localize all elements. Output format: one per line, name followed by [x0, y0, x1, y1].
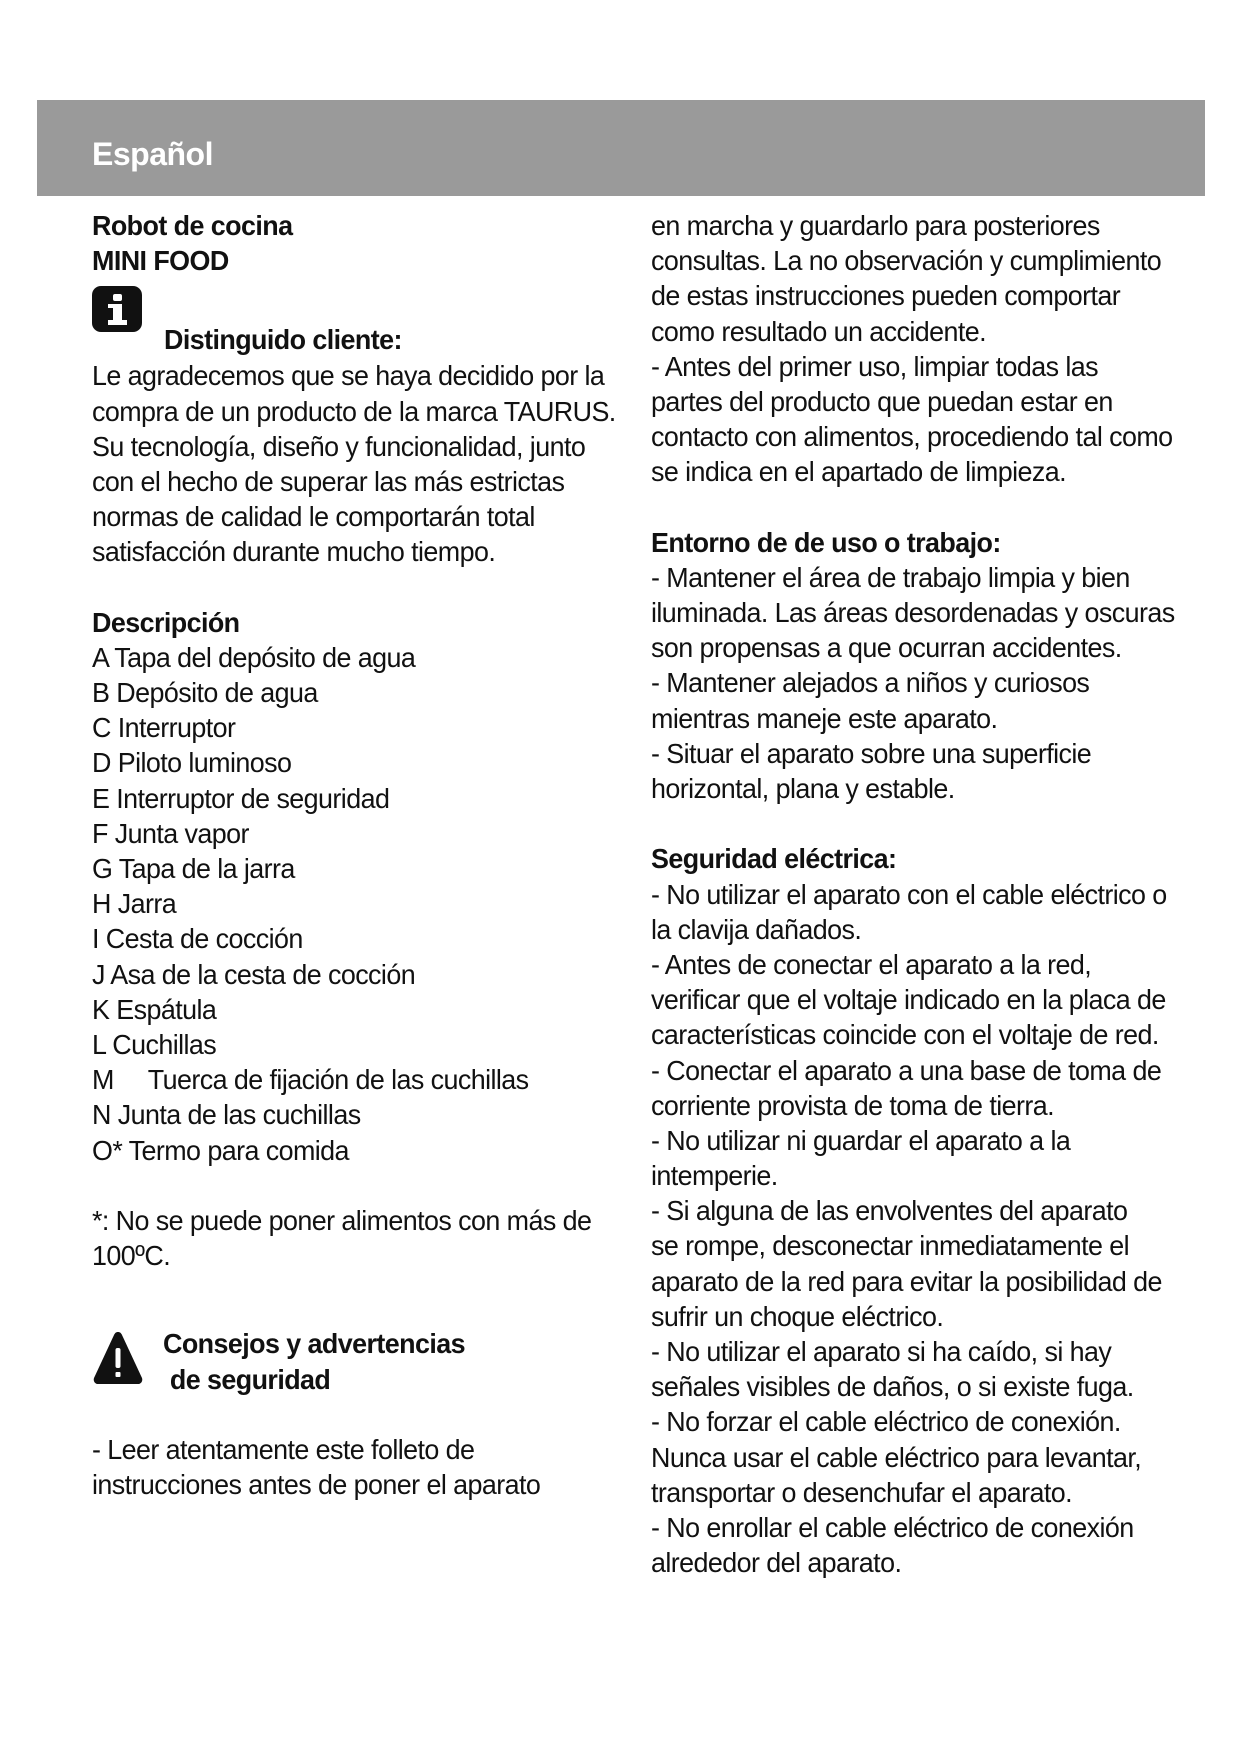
description-item: C Interruptor	[92, 712, 236, 744]
paragraph-line: normas de calidad le comportarán total	[92, 501, 535, 533]
paragraph-line: intemperie.	[651, 1160, 778, 1192]
paragraph-line: - Si alguna de las envolventes del aparato	[651, 1195, 1128, 1227]
paragraph-line: mientras maneje este aparato.	[651, 702, 998, 734]
paragraph-line: se rompe, desconectar inmediatamente el	[651, 1230, 1130, 1262]
description-item: O* Termo para comida	[92, 1134, 349, 1166]
paragraph-line: - Mantener el área de trabajo limpia y bien	[651, 561, 1130, 593]
description-item: H Jarra	[92, 888, 177, 920]
language-title: Español	[92, 136, 213, 172]
temperature-note	[92, 1203, 612, 1273]
paragraph-line: señales visibles de daños, o si existe fuga.	[651, 1371, 1134, 1403]
paragraph-line: transportar o desenchufar el aparato.	[651, 1476, 1072, 1508]
greeting-heading	[92, 286, 612, 358]
paragraph-line: compra de un producto de la marca TAURUS.	[92, 395, 616, 427]
paragraph-line: - Antes del primer uso, limpiar todas las	[651, 350, 1098, 382]
paragraph-line: - No utilizar ni guardar el aparato a la	[651, 1124, 1071, 1156]
safety-title-line: Consejos y advertencias	[163, 1328, 465, 1360]
description-item: M Tuerca de fijación de las cuchillas	[92, 1064, 529, 1096]
paragraph-line: como resultado un accidente.	[651, 315, 987, 347]
paragraph-line: de estas instrucciones pueden comportar	[651, 280, 1121, 312]
paragraph-line: alrededor del aparato.	[651, 1547, 902, 1579]
safety-heading	[92, 1326, 612, 1396]
paragraph-line: - Conectar el aparato a una base de toma de	[651, 1054, 1162, 1086]
paragraph-line: consultas. La no observación y cumplimiento	[651, 245, 1162, 277]
paragraph-line: partes del producto que puedan estar en	[651, 385, 1113, 417]
language-header-bar	[37, 100, 1205, 196]
product-title: Robot de cocina	[92, 210, 293, 241]
paragraph-line: aparato de la red para evitar la posibilidad de	[651, 1265, 1162, 1297]
paragraph-line: iluminada. Las áreas desordenadas y oscuras	[651, 597, 1175, 629]
paragraph-line: satisfacción durante mucho tiempo.	[92, 536, 496, 568]
paragraph-line: características coincide con el voltaje de red.	[651, 1019, 1159, 1051]
paragraph-line: - No enrollar el cable eléctrico de conexión	[651, 1511, 1134, 1543]
description-item: B Depósito de agua	[92, 677, 318, 709]
description-item: I Cesta de cocción	[92, 923, 303, 955]
warning-icon	[92, 1330, 144, 1386]
environment-paragraph	[651, 560, 1196, 806]
product-model: MINI FOOD	[92, 245, 229, 277]
paragraph-line: corriente provista de toma de tierra.	[651, 1089, 1055, 1121]
paragraph-line: - Antes de conectar el aparato a la red,	[651, 948, 1092, 980]
safety-intro	[92, 1432, 612, 1502]
greeting-paragraph	[92, 358, 616, 569]
electrical-title: Seguridad eléctrica:	[651, 843, 897, 875]
paragraph-line: - No utilizar el aparato si ha caído, si hay	[651, 1336, 1112, 1367]
paragraph-line: horizontal, plana y estable.	[651, 773, 955, 804]
environment-title: Entorno de de uso o trabajo:	[651, 526, 1001, 558]
description-list	[92, 640, 612, 1168]
greeting-title: Distinguido cliente:	[164, 324, 402, 356]
note-line: 100ºC.	[92, 1240, 171, 1272]
paragraph-line: instrucciones antes de poner el aparato	[92, 1469, 541, 1501]
paragraph-line: Su tecnología, diseño y funcionalidad, junto	[92, 430, 586, 462]
left-column	[92, 208, 616, 1502]
paragraph-line: Le agradecemos que se haya decidido por la	[92, 360, 605, 392]
info-icon	[92, 286, 142, 332]
note-line: *: No se puede poner alimentos con más de	[92, 1204, 592, 1236]
paragraph-line: son propensas a que ocurran accidentes.	[651, 632, 1122, 664]
description-item: E Interruptor de seguridad	[92, 782, 390, 814]
description-item: D Piloto luminoso	[92, 747, 292, 779]
description-item: G Tapa de la jarra	[92, 853, 295, 884]
paragraph-line: - No utilizar el aparato con el cable eléctrico o	[651, 878, 1167, 910]
description-item: A Tapa del depósito de agua	[92, 641, 416, 673]
paragraph-line: con el hecho de superar las más estrictas	[92, 465, 565, 497]
paragraph-line: en marcha y guardarlo para posteriores	[651, 210, 1100, 241]
paragraph-line: - Situar el aparato sobre una superficie	[651, 737, 1092, 769]
description-title: Descripción	[92, 606, 240, 638]
paragraph-line: verificar que el voltaje indicado en la placa de	[651, 984, 1166, 1016]
description-item: K Espátula	[92, 993, 217, 1025]
safety-title-line: de seguridad	[163, 1363, 331, 1395]
intro-continued	[651, 208, 1196, 490]
paragraph-line: la clavija dañados.	[651, 913, 862, 945]
paragraph-line: - Mantener alejados a niños y curiosos	[651, 667, 1090, 699]
description-item: J Asa de la cesta de cocción	[92, 958, 416, 990]
paragraph-line: contacto con alimentos, procediendo tal como	[651, 421, 1173, 453]
paragraph-line: sufrir un choque eléctrico.	[651, 1300, 944, 1332]
paragraph-line: Nunca usar el cable eléctrico para levantar,	[651, 1441, 1142, 1473]
paragraph-line: - Leer atentamente este folleto de	[92, 1434, 475, 1466]
right-column	[651, 208, 1196, 1580]
description-item: N Junta de las cuchillas	[92, 1099, 361, 1131]
electrical-paragraph	[651, 877, 1196, 1581]
paragraph-line: - No forzar el cable eléctrico de conexión.	[651, 1406, 1121, 1438]
paragraph-line: se indica en el apartado de limpieza.	[651, 456, 1067, 488]
description-item: L Cuchillas	[92, 1028, 217, 1060]
description-item: F Junta vapor	[92, 817, 249, 849]
